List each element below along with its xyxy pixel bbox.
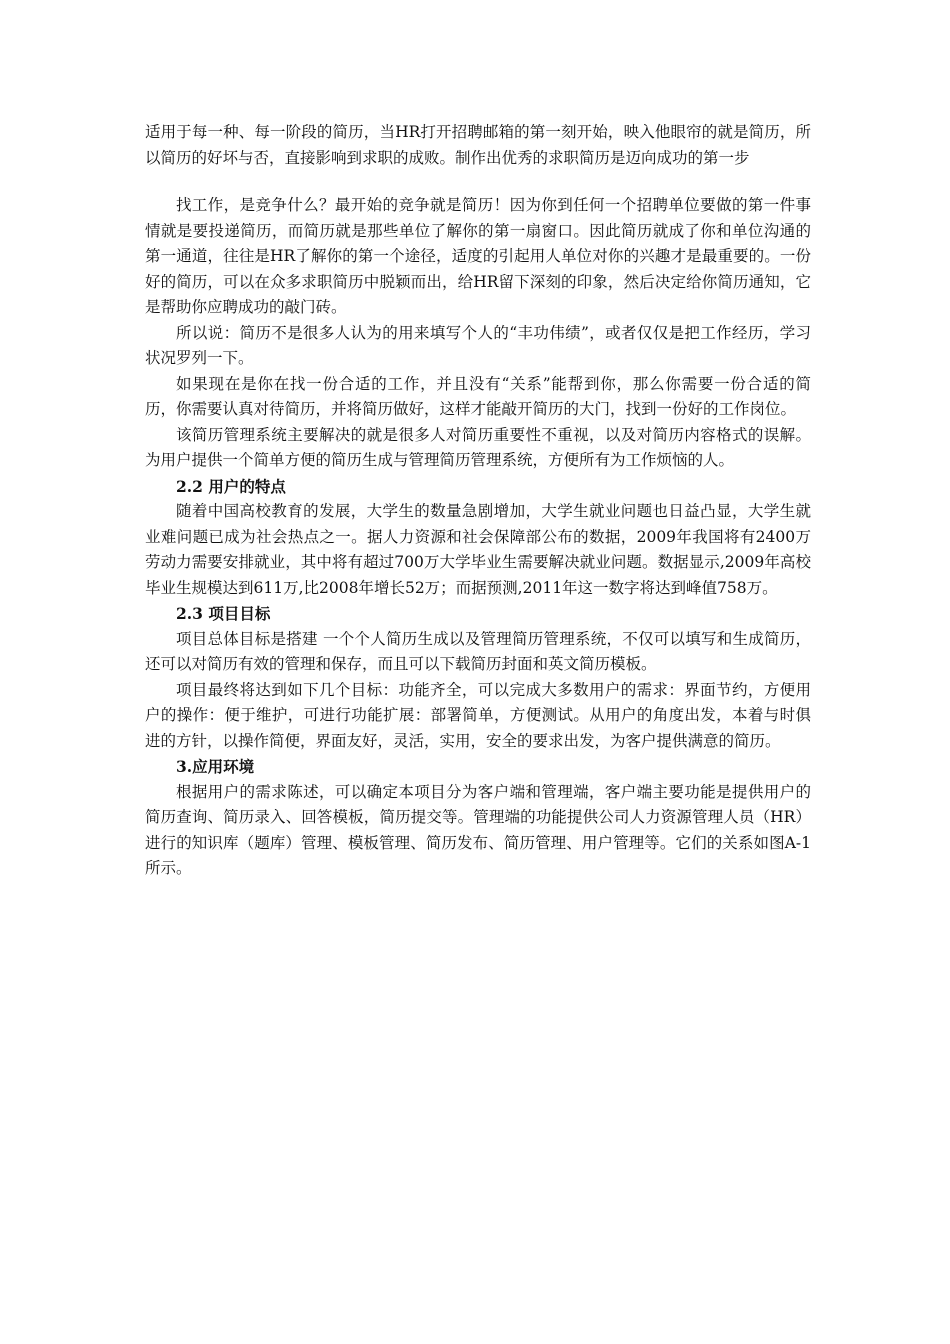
body-paragraph: 项目最终将达到如下几个目标：功能齐全，可以完成大多数用户的需求：界面节约，方便用户的操作：便于维护，可进行功能扩展：部署简单，方便测试。从用户的角度出发，本着与时俱进的方针，以操作简便，界面友好，灵活，实用，安全的要求出发，为客户提供满意的简历。 bbox=[145, 680, 811, 750]
body-paragraph: 项目总体目标是搭建 一个个人简历生成以及管理简历管理系统，不仅可以填写和生成简历，还可以对简历有效的管理和保存，而且可以下载简历封面和英文简历模板。 bbox=[145, 629, 811, 673]
body-paragraph: 随着中国高校教育的发展，大学生的数量急剧增加，大学生就业问题也日益凸显，大学生就业难问题已成为社会热点之一。据人力资源和社会保障部公布的数据，2009年我国将有2400万劳动力需要安排就业，其中将有超过700万大学毕业生需要解决就业问题。数据显示,2009年高校毕业生规模达到611万,比2008年增长52万；而据预测,2011年这一数字将达到峰值758万。 bbox=[145, 502, 811, 597]
body-paragraph: 根据用户的需求陈述，可以确定本项目分为客户端和管理端，客户端主要功能是提供用户的简历查询、简历录入、回答模板，简历提交等。管理端的功能提供公司人力资源管理人员（HR）进行的知识库（题库）管理、模板管理、简历发布、简历管理、用户管理等。它们的关系如图A-1所示。 bbox=[145, 782, 811, 877]
body-paragraph: 如果现在是你在找一份合适的工作，并且没有“关系”能帮到你，那么你需要一份合适的简历，你需要认真对待简历，并将简历做好，这样才能敲开简历的大门，找到一份好的工作岗位。 bbox=[145, 374, 811, 418]
paragraph-gap bbox=[145, 171, 811, 193]
section-heading-3: 3.应用环境 bbox=[176, 757, 255, 776]
body-paragraph: 找工作，是竞争什么？最开始的竞争就是简历！因为你到任何一个招聘单位要做的第一件事情就是要投递简历，而简历就是那些单位了解你的第一扇窗口。因此简历就成了你和单位沟通的第一通道，往往是HR了解你的第一个途径，适度的引起用人单位对你的兴趣才是最重要的。一份好的简历，可以在众多求职简历中脱颖而出，给HR留下深刻的印象，然后决定给你简历通知，它是帮助你应聘成功的敲门砖。 bbox=[145, 196, 811, 316]
body-paragraph: 所以说：简历不是很多人认为的用来填写个人的“丰功伟绩”，或者仅仅是把工作经历，学习状况罗列一下。 bbox=[145, 323, 811, 367]
section-heading-2-2: 2.2 用户的特点 bbox=[176, 476, 286, 496]
body-paragraph: 该简历管理系统主要解决的就是很多人对简历重要性不重视，以及对简历内容格式的误解。为用户提供一个简单方便的简历生成与管理简历管理系统，方便所有为工作烦恼的人。 bbox=[145, 425, 811, 469]
intro-paragraph: 适用于每一种、每一阶段的简历，当HR打开招聘邮箱的第一刻开始，映入他眼帘的就是简历，所以简历的好坏与否，直接影响到求职的成败。制作出优秀的求职简历是迈向成功的第一步 bbox=[145, 123, 811, 167]
section-heading-2-3: 2.3 项目目标 bbox=[176, 604, 271, 623]
document-page bbox=[145, 120, 811, 882]
